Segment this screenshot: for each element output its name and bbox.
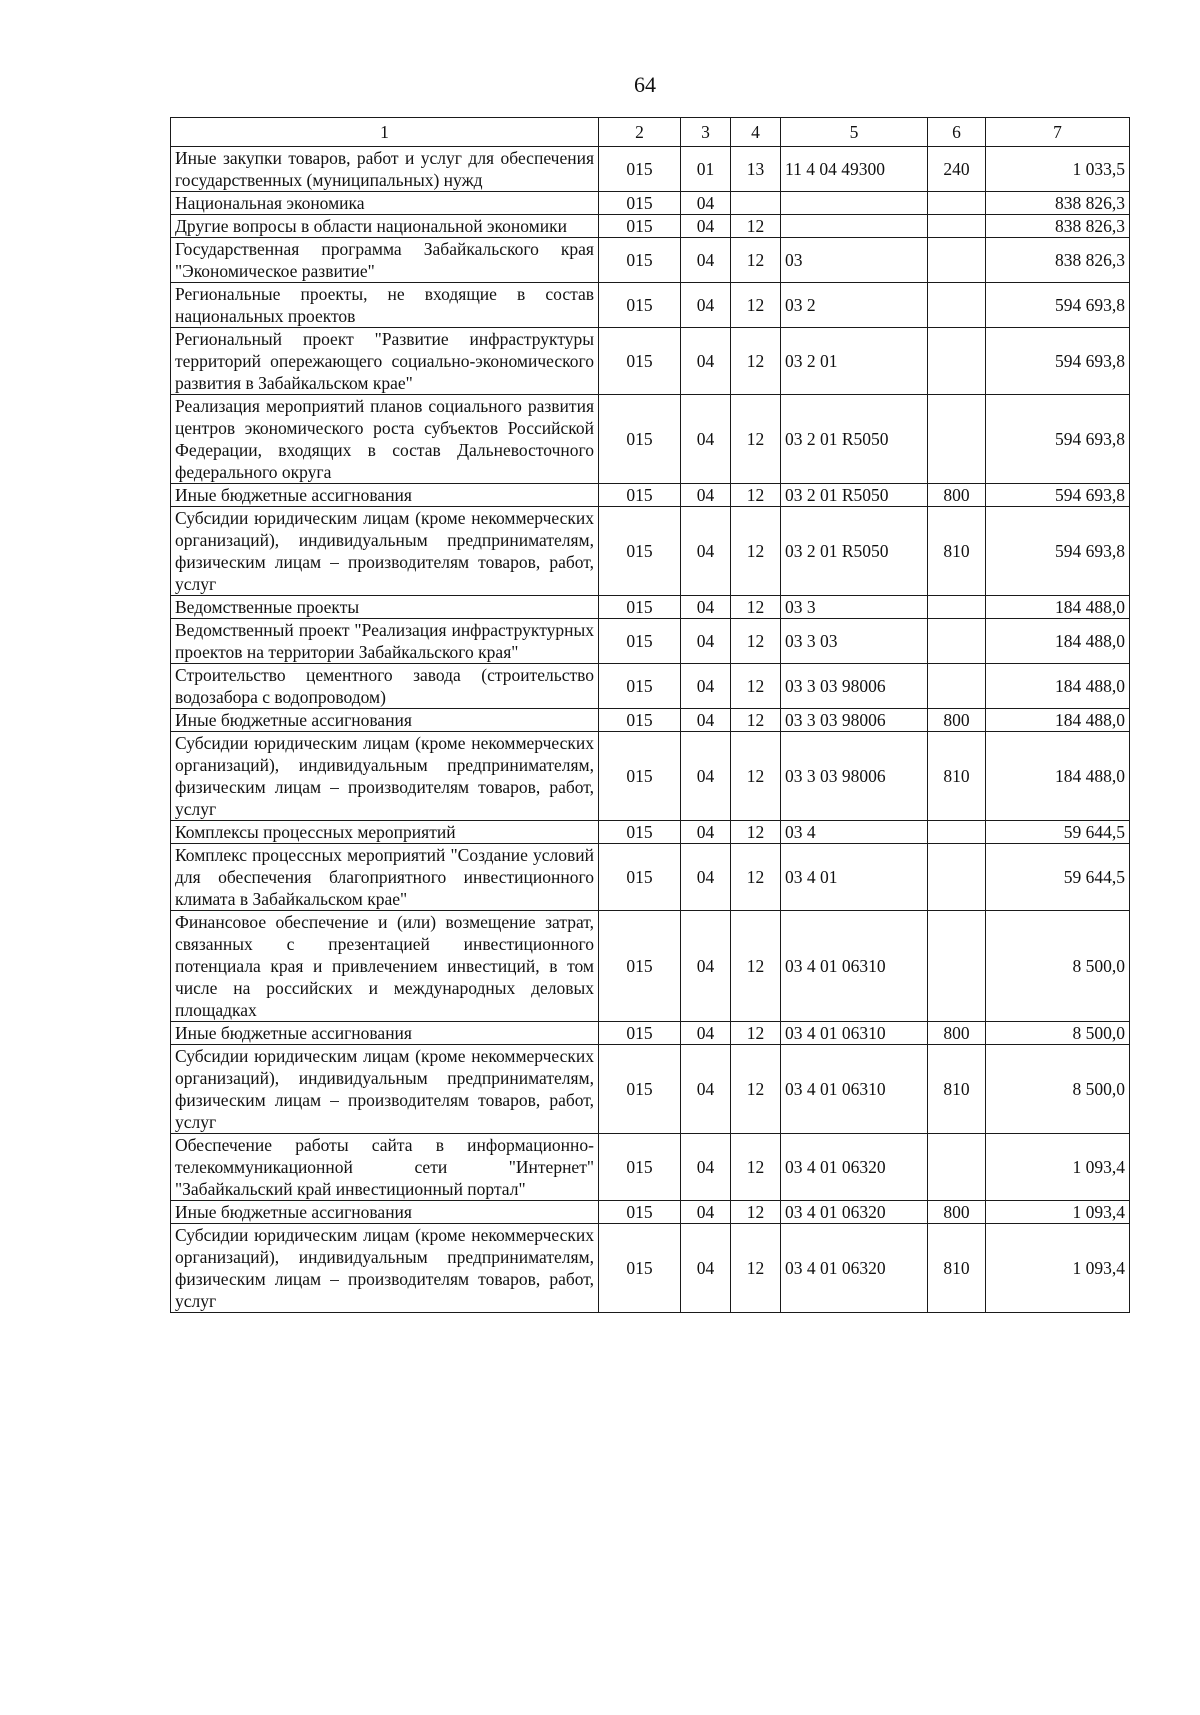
cell-amount: 838 826,3 [986, 215, 1130, 238]
cell-subsection: 12 [731, 732, 781, 821]
cell-expense-type [928, 215, 986, 238]
cell-subsection: 12 [731, 619, 781, 664]
table-row [171, 283, 1130, 328]
cell-expense-type: 810 [928, 1045, 986, 1134]
table-row [171, 844, 1130, 911]
cell-subsection: 12 [731, 215, 781, 238]
table-row [171, 1201, 1130, 1224]
cell-target-article: 03 2 01 R5050 [781, 484, 928, 507]
cell-target-article: 03 [781, 238, 928, 283]
cell-section: 04 [681, 1134, 731, 1201]
cell-amount: 594 693,8 [986, 507, 1130, 596]
header-cell: 7 [986, 118, 1130, 147]
header-cell: 3 [681, 118, 731, 147]
table-row [171, 238, 1130, 283]
row-name: Строительство цементного завода (строительство водозабора с водопроводом) [171, 664, 599, 709]
cell-section: 04 [681, 238, 731, 283]
cell-code-2: 015 [599, 238, 681, 283]
cell-code-2: 015 [599, 147, 681, 192]
header-row [171, 118, 1130, 147]
cell-subsection: 13 [731, 147, 781, 192]
cell-expense-type [928, 619, 986, 664]
cell-amount: 594 693,8 [986, 328, 1130, 395]
table-row [171, 215, 1130, 238]
cell-code-2: 015 [599, 1045, 681, 1134]
cell-subsection [731, 192, 781, 215]
cell-section: 04 [681, 328, 731, 395]
cell-section: 04 [681, 1201, 731, 1224]
cell-target-article: 03 4 01 06320 [781, 1224, 928, 1313]
page-number: 64 [634, 72, 656, 97]
header-cell: 2 [599, 118, 681, 147]
cell-target-article: 03 4 01 06310 [781, 1022, 928, 1045]
cell-amount: 1 033,5 [986, 147, 1130, 192]
cell-subsection: 12 [731, 395, 781, 484]
cell-subsection: 12 [731, 911, 781, 1022]
table-row [171, 147, 1130, 192]
cell-expense-type: 800 [928, 1201, 986, 1224]
cell-section: 04 [681, 732, 731, 821]
row-name: Иные бюджетные ассигнования [171, 484, 599, 507]
header-cell: 4 [731, 118, 781, 147]
table-row [171, 484, 1130, 507]
cell-subsection: 12 [731, 283, 781, 328]
cell-amount: 1 093,4 [986, 1201, 1130, 1224]
table-row [171, 328, 1130, 395]
cell-amount: 184 488,0 [986, 619, 1130, 664]
cell-code-2: 015 [599, 821, 681, 844]
cell-section: 04 [681, 395, 731, 484]
row-name: Реализация мероприятий планов социального развития центров экономического роста субъектов Российской Федерации, входящих в состав Дальневосточного федерального округа [171, 395, 599, 484]
cell-expense-type [928, 844, 986, 911]
cell-amount: 59 644,5 [986, 821, 1130, 844]
cell-amount: 594 693,8 [986, 283, 1130, 328]
row-name: Субсидии юридическим лицам (кроме некоммерческих организаций), индивидуальным предпринимателям, физическим лицам – производителям товаров, работ, услуг [171, 1045, 599, 1134]
header-cell: 1 [171, 118, 599, 147]
table-row [171, 1045, 1130, 1134]
cell-section: 04 [681, 1045, 731, 1134]
row-name: Региональные проекты, не входящие в состав национальных проектов [171, 283, 599, 328]
cell-expense-type: 810 [928, 1224, 986, 1313]
cell-section: 04 [681, 596, 731, 619]
cell-amount: 1 093,4 [986, 1224, 1130, 1313]
table-row [171, 1224, 1130, 1313]
cell-target-article: 03 3 03 98006 [781, 732, 928, 821]
cell-expense-type [928, 328, 986, 395]
cell-expense-type [928, 238, 986, 283]
cell-subsection: 12 [731, 238, 781, 283]
table-row [171, 709, 1130, 732]
cell-target-article: 03 4 01 [781, 844, 928, 911]
cell-target-article: 03 2 01 R5050 [781, 395, 928, 484]
cell-subsection: 12 [731, 484, 781, 507]
cell-amount: 1 093,4 [986, 1134, 1130, 1201]
cell-code-2: 015 [599, 911, 681, 1022]
table-row [171, 192, 1130, 215]
header-cell: 6 [928, 118, 986, 147]
cell-section: 04 [681, 215, 731, 238]
cell-expense-type: 800 [928, 484, 986, 507]
cell-section: 04 [681, 619, 731, 664]
cell-subsection: 12 [731, 507, 781, 596]
table-row [171, 507, 1130, 596]
cell-code-2: 015 [599, 844, 681, 911]
row-name: Другие вопросы в области национальной экономики [171, 215, 599, 238]
row-name: Ведомственный проект "Реализация инфраструктурных проектов на территории Забайкальского края" [171, 619, 599, 664]
cell-amount: 184 488,0 [986, 732, 1130, 821]
cell-section: 04 [681, 507, 731, 596]
cell-target-article: 03 2 01 [781, 328, 928, 395]
cell-subsection: 12 [731, 1224, 781, 1313]
table-row [171, 619, 1130, 664]
cell-expense-type: 240 [928, 147, 986, 192]
cell-section: 04 [681, 709, 731, 732]
cell-code-2: 015 [599, 1134, 681, 1201]
cell-target-article: 03 2 [781, 283, 928, 328]
row-name: Комплексы процессных мероприятий [171, 821, 599, 844]
cell-target-article: 03 3 03 [781, 619, 928, 664]
row-name: Иные закупки товаров, работ и услуг для обеспечения государственных (муниципальных) нужд [171, 147, 599, 192]
cell-code-2: 015 [599, 395, 681, 484]
row-name: Иные бюджетные ассигнования [171, 1022, 599, 1045]
cell-expense-type: 800 [928, 709, 986, 732]
cell-expense-type [928, 664, 986, 709]
cell-subsection: 12 [731, 664, 781, 709]
cell-amount: 8 500,0 [986, 911, 1130, 1022]
cell-subsection: 12 [731, 709, 781, 732]
cell-section: 04 [681, 484, 731, 507]
cell-amount: 184 488,0 [986, 709, 1130, 732]
cell-target-article: 03 3 03 98006 [781, 709, 928, 732]
cell-code-2: 015 [599, 507, 681, 596]
cell-target-article [781, 215, 928, 238]
table-row [171, 732, 1130, 821]
cell-amount: 838 826,3 [986, 192, 1130, 215]
cell-target-article: 03 3 03 98006 [781, 664, 928, 709]
cell-code-2: 015 [599, 1201, 681, 1224]
cell-amount: 594 693,8 [986, 395, 1130, 484]
cell-subsection: 12 [731, 328, 781, 395]
row-name: Иные бюджетные ассигнования [171, 709, 599, 732]
cell-expense-type: 800 [928, 1022, 986, 1045]
row-name: Иные бюджетные ассигнования [171, 1201, 599, 1224]
row-name: Национальная экономика [171, 192, 599, 215]
cell-amount: 184 488,0 [986, 596, 1130, 619]
cell-expense-type [928, 283, 986, 328]
cell-section: 04 [681, 664, 731, 709]
cell-target-article: 03 4 01 06310 [781, 911, 928, 1022]
table-row [171, 395, 1130, 484]
table-row [171, 664, 1130, 709]
cell-section: 04 [681, 821, 731, 844]
cell-target-article [781, 192, 928, 215]
cell-amount: 8 500,0 [986, 1022, 1130, 1045]
cell-code-2: 015 [599, 596, 681, 619]
table-row [171, 1022, 1130, 1045]
cell-expense-type: 810 [928, 732, 986, 821]
cell-code-2: 015 [599, 664, 681, 709]
row-name: Субсидии юридическим лицам (кроме некоммерческих организаций), индивидуальным предпринимателям, физическим лицам – производителям товаров, работ, услуг [171, 1224, 599, 1313]
cell-target-article: 03 3 [781, 596, 928, 619]
cell-expense-type [928, 821, 986, 844]
cell-expense-type [928, 192, 986, 215]
header-cell: 5 [781, 118, 928, 147]
cell-section: 04 [681, 1022, 731, 1045]
cell-expense-type [928, 1134, 986, 1201]
cell-code-2: 015 [599, 484, 681, 507]
cell-code-2: 015 [599, 192, 681, 215]
cell-section: 04 [681, 192, 731, 215]
cell-section: 04 [681, 1224, 731, 1313]
cell-code-2: 015 [599, 283, 681, 328]
cell-target-article: 11 4 04 49300 [781, 147, 928, 192]
cell-target-article: 03 4 01 06310 [781, 1045, 928, 1134]
row-name: Субсидии юридическим лицам (кроме некоммерческих организаций), индивидуальным предпринимателям, физическим лицам – производителям товаров, работ, услуг [171, 507, 599, 596]
cell-amount: 594 693,8 [986, 484, 1130, 507]
cell-section: 04 [681, 911, 731, 1022]
cell-code-2: 015 [599, 215, 681, 238]
cell-code-2: 015 [599, 709, 681, 732]
table-row [171, 821, 1130, 844]
cell-amount: 8 500,0 [986, 1045, 1130, 1134]
cell-expense-type [928, 911, 986, 1022]
cell-section: 04 [681, 844, 731, 911]
row-name: Субсидии юридическим лицам (кроме некоммерческих организаций), индивидуальным предпринимателям, физическим лицам – производителям товаров, работ, услуг [171, 732, 599, 821]
cell-subsection: 12 [731, 1201, 781, 1224]
cell-subsection: 12 [731, 844, 781, 911]
cell-subsection: 12 [731, 1045, 781, 1134]
cell-section: 04 [681, 283, 731, 328]
cell-amount: 184 488,0 [986, 664, 1130, 709]
cell-target-article: 03 4 [781, 821, 928, 844]
row-name: Государственная программа Забайкальского края "Экономическое развитие" [171, 238, 599, 283]
cell-code-2: 015 [599, 328, 681, 395]
cell-amount: 838 826,3 [986, 238, 1130, 283]
table-row [171, 596, 1130, 619]
table-row [171, 911, 1130, 1022]
cell-code-2: 015 [599, 1224, 681, 1313]
cell-section: 01 [681, 147, 731, 192]
cell-subsection: 12 [731, 821, 781, 844]
cell-target-article: 03 4 01 06320 [781, 1201, 928, 1224]
cell-code-2: 015 [599, 619, 681, 664]
row-name: Ведомственные проекты [171, 596, 599, 619]
budget-table [170, 117, 1130, 1313]
row-name: Комплекс процессных мероприятий "Создание условий для обеспечения благоприятного инвестиционного климата в Забайкальском крае" [171, 844, 599, 911]
cell-subsection: 12 [731, 596, 781, 619]
cell-subsection: 12 [731, 1022, 781, 1045]
cell-code-2: 015 [599, 732, 681, 821]
row-name: Обеспечение работы сайта в информационно-телекоммуникационной сети "Интернет" "Забайкальский край инвестиционный портал" [171, 1134, 599, 1201]
row-name: Финансовое обеспечение и (или) возмещение затрат, связанных с презентацией инвестиционного потенциала края и привлечением инвестиций, в том числе на российских и международных деловых площадках [171, 911, 599, 1022]
cell-expense-type [928, 596, 986, 619]
cell-target-article: 03 2 01 R5050 [781, 507, 928, 596]
cell-code-2: 015 [599, 1022, 681, 1045]
cell-subsection: 12 [731, 1134, 781, 1201]
table-row [171, 1134, 1130, 1201]
cell-amount: 59 644,5 [986, 844, 1130, 911]
cell-expense-type [928, 395, 986, 484]
cell-target-article: 03 4 01 06320 [781, 1134, 928, 1201]
row-name: Региональный проект "Развитие инфраструктуры территорий опережающего социально-экономического развития в Забайкальском крае" [171, 328, 599, 395]
cell-expense-type: 810 [928, 507, 986, 596]
